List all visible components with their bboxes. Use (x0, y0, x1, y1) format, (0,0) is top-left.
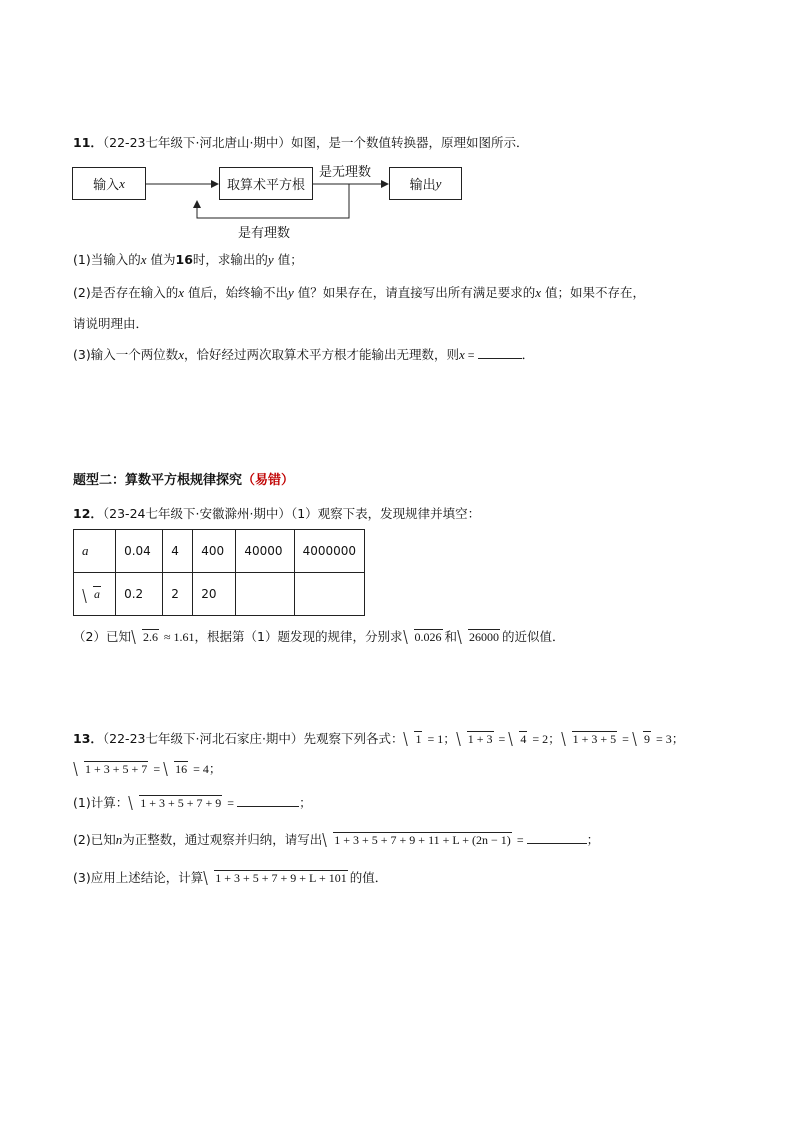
q11-part2 (73, 284, 645, 302)
table-cell: 4 (163, 530, 193, 573)
radicand: 1 + 3 + 5 (572, 732, 617, 746)
q13-p3-text-a: (3)应用上述结论，计算 (73, 870, 204, 885)
answer-blank[interactable] (527, 830, 587, 844)
q11-part3 (73, 345, 534, 364)
q11-number: 11． (73, 135, 103, 150)
q13-part2 (73, 830, 599, 849)
equals-sign: = (150, 762, 164, 776)
table-cell (74, 530, 116, 573)
radicand: 2.6 (142, 630, 158, 644)
q11-p1-text-c: 时，求输出的 (192, 252, 268, 267)
var-n: n (115, 832, 123, 847)
approx-value: ≈ 1.61 (160, 630, 195, 644)
q12-number: 12． (73, 506, 103, 521)
table-cell: 0.2 (116, 573, 163, 616)
q11-p2-text-d: 值；如果不存在， (545, 285, 646, 300)
formula-value: = 2 (529, 732, 549, 746)
section-heading (73, 472, 294, 490)
q13-formula-line2 (73, 760, 221, 778)
rational-label: 是有理数 (238, 226, 291, 241)
q12-p2-text-a: （2）已知 (73, 629, 131, 644)
table-cell-blank[interactable] (294, 573, 364, 616)
q13-p1-end: ； (299, 795, 312, 810)
radicand: 26000 (469, 630, 500, 644)
diagram-arrows (0, 0, 794, 260)
q11-part2-line2: 请说明理由． (73, 316, 149, 331)
q12-source: （23-24七年级下·安徽滁州·期中） (102, 506, 291, 521)
table-cell: 4000000 (294, 530, 364, 573)
q13-p3-text-b: 的值． (349, 870, 388, 885)
var-y: y (288, 285, 294, 300)
q12-part2 (73, 628, 565, 646)
q11-p2-text-c: 值？如果存在，请直接写出所有满足要求的 (297, 285, 536, 300)
table-cell: 20 (193, 573, 236, 616)
equals-sign: = (464, 348, 478, 362)
arrow-feedback-loop (197, 184, 349, 218)
table-cell: 0.04 (116, 530, 163, 573)
process-box-label: 取算术平方根 (226, 178, 305, 193)
row-head-sqrt-a: a (94, 586, 100, 601)
q11-p2-text-a: (2)是否存在输入的 (73, 285, 179, 300)
q12-p2-text-b: ，根据第（1）题发现的规律，分别求 (194, 629, 403, 644)
radicand: 1 + 3 + 5 + 7 + 9 + L + 101 (215, 871, 347, 885)
q11-stem: 如图，是一个数值转换器，原理如图所示． (290, 135, 529, 150)
answer-blank[interactable] (237, 793, 299, 807)
q11-p1-number: 16 (175, 252, 193, 267)
radicand: 1 + 3 (467, 732, 493, 746)
table-row (74, 530, 365, 573)
input-var: x (119, 175, 125, 191)
var-x: x (140, 252, 147, 267)
input-box-label: 输入 (93, 178, 120, 193)
radicand: 4 (520, 732, 527, 746)
q13-p2-text-a: (2)已知 (73, 832, 116, 847)
formula-value: = 4 (190, 762, 209, 776)
q13-source: （22-23七年级下·河北石家庄·期中） (102, 731, 304, 746)
q11-p1-text-d: 值； (277, 252, 303, 267)
q13-p1-text-a: (1)计算： (73, 795, 129, 810)
separator: ； (208, 761, 222, 776)
output-var: y (435, 175, 442, 191)
equals-sign: = (619, 732, 632, 746)
radicand: 16 (175, 762, 188, 776)
q13-number: 13． (73, 731, 103, 746)
var-x: x (535, 285, 542, 300)
q13-stem: 先观察下列各式： (303, 731, 404, 746)
table-cell: 2 (163, 573, 193, 616)
q11-p1-text-a: (1)当输入的 (73, 252, 141, 267)
var-x: x (459, 347, 465, 362)
q11-p1-text-b: 值为 (150, 252, 176, 267)
q11-p3-end: ． (521, 347, 535, 362)
equals-sign: = (495, 732, 509, 746)
row-head-a: a (82, 543, 89, 558)
formula-value: = 3 (652, 732, 672, 746)
q13-part1 (73, 793, 312, 812)
q12-p2-text-d: 的近似值． (502, 629, 565, 644)
q12-p2-text-c: 和 (444, 629, 458, 644)
q11-p3-text-a: (3)输入一个两位数 (73, 347, 179, 362)
separator: ； (548, 731, 561, 746)
q13-p2-text-b: 为正整数，通过观察并归纳，请写出 (122, 832, 323, 847)
q11-part1 (73, 251, 303, 269)
table-cell: 40000 (236, 530, 294, 573)
formula-value: = 1 (424, 732, 444, 746)
table-cell: 400 (193, 530, 236, 573)
q12-stem: （1）观察下表，发现规律并填空： (290, 506, 481, 521)
section-tag: （易错） (242, 473, 295, 488)
table-cell (74, 573, 116, 616)
radicand: 0.026 (414, 630, 442, 644)
var-y: y (267, 252, 274, 267)
var-x: x (178, 285, 184, 300)
table-row (74, 573, 365, 616)
q13-part3 (73, 869, 387, 887)
radicand: 1 (415, 732, 422, 746)
table-cell-blank[interactable] (236, 573, 294, 616)
var-x: x (178, 347, 184, 362)
q11-source: （22-23七年级下·河北唐山·期中） (102, 135, 291, 150)
answer-blank[interactable] (478, 345, 522, 359)
radicand: 1 + 3 + 5 + 7 (85, 762, 148, 776)
section-title: 题型二：算数平方根规律探究 (73, 473, 243, 488)
irrational-label: 是无理数 (319, 165, 372, 180)
separator: ； (443, 731, 456, 746)
q13-header (73, 730, 684, 748)
radicand: 1 + 3 + 5 + 7 + 9 + 11 + L + (2n − 1) (334, 833, 511, 847)
separator: ； (671, 731, 685, 746)
q12-table (73, 529, 365, 616)
radicand: 9 (643, 732, 650, 746)
q11-p2-text-b: 值后，始终输不出 (187, 285, 288, 300)
q11-p3-text-b: ，恰好经过两次取算术平方根才能输出无理数，则 (184, 347, 460, 362)
equals-sign: = (513, 833, 527, 847)
equals-sign: = (224, 796, 238, 810)
radicand: 1 + 3 + 5 + 7 + 9 (140, 796, 222, 810)
q13-p2-end: ； (586, 832, 600, 847)
output-box-label: 输出 (409, 178, 436, 193)
q12-header (73, 505, 480, 523)
